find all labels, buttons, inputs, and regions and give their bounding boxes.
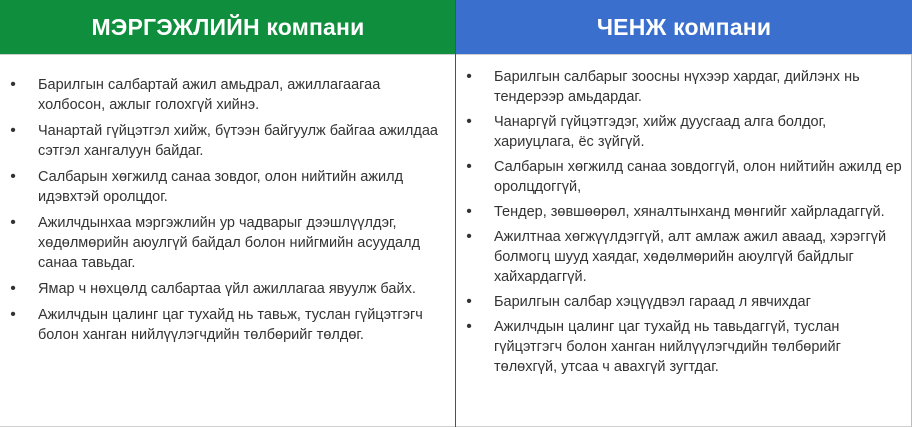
bullet-icon: •	[10, 168, 16, 185]
list-item: • Ажилчдын цалинг цаг тухайд нь тавьдаггүй, туслан гүйцэтгэгч болон ханган нийлүүлэгчдийн төлбөрийг төлөхгүй, утсаа ч авахгүй зугтдаг.	[464, 317, 907, 377]
column-divider	[455, 0, 456, 427]
list-item: • Барилгын салбар хэцүүдвэл гараад л явчихдаг	[464, 292, 907, 312]
list-item: • Ямар ч нөхцөлд салбартаа үйл ажиллагаа явуулж байх.	[8, 279, 440, 299]
change-company-header	[456, 0, 912, 54]
list-item: • Барилгын салбарыг зоосны нүхээр хардаг, дийлэнх нь тендерээр амьдардаг.	[464, 67, 907, 107]
change-company-title: ЧЕНЖ компани	[596, 13, 772, 40]
list-item: • Чанартай гүйцэтгэл хийж, бүтээн байгуулж байгаа ажилдаа сэтгэл хангалуун байдаг.	[8, 121, 440, 161]
bullet-icon: •	[10, 76, 16, 93]
bullet-icon: •	[466, 318, 472, 335]
bullet-icon: •	[466, 68, 472, 85]
bullet-icon: •	[10, 280, 16, 297]
list-item: • Чанаргүй гүйцэтгэдэг, хийж дуусгаад алга болдог, хариуцлага, ёс зүйгүй.	[464, 112, 907, 152]
bullet-icon: •	[10, 214, 16, 231]
professional-company-header	[0, 0, 456, 54]
bullet-icon: •	[466, 113, 472, 130]
professional-company-list	[8, 75, 440, 345]
bullet-icon: •	[466, 203, 472, 220]
list-item: • Барилгын салбартай ажил амьдрал, ажиллагаагаа холбосон, ажлыг голохгүй хийнэ.	[8, 75, 440, 115]
professional-company-title: МЭРГЭЖЛИЙН компани	[91, 13, 365, 40]
bullet-icon: •	[466, 158, 472, 175]
bullet-icon: •	[466, 228, 472, 245]
change-company-list	[464, 67, 907, 377]
list-item: • Тендер, зөвшөөрөл, хяналтынханд мөнгийг хайрладаггүй.	[464, 202, 907, 222]
professional-company-column	[0, 54, 456, 427]
list-item: • Салбарын хөгжилд санаа зовдог, олон нийтийн ажилд идэвхтэй оролцдог.	[8, 167, 440, 207]
bullet-icon: •	[10, 122, 16, 139]
list-item: • Ажилчдын цалинг цаг тухайд нь тавьж, туслан гүйцэтгэгч болон ханган нийлүүлэгчдийн төлбөрийг төлдөг.	[8, 305, 440, 345]
bullet-icon: •	[10, 306, 16, 323]
list-item: • Салбарын хөгжилд санаа зовдоггүй, олон нийтийн ажилд ер оролцдоггүй,	[464, 157, 907, 197]
list-item: • Ажилчдынхаа мэргэжлийн ур чадварыг дээшлүүлдэг, хөдөлмөрийн аюулгүй байдал болон нийгмийн асуудалд санаа тавьдаг.	[8, 213, 440, 273]
change-company-column	[456, 54, 912, 427]
list-item: • Ажилтнаа хөгжүүлдэггүй, алт амлаж ажил аваад, хэрэггүй болмогц шууд хаядаг, хөдөлмөрийн аюулгүй байдлыг хайхардаггүй.	[464, 227, 907, 287]
bullet-icon: •	[466, 293, 472, 310]
